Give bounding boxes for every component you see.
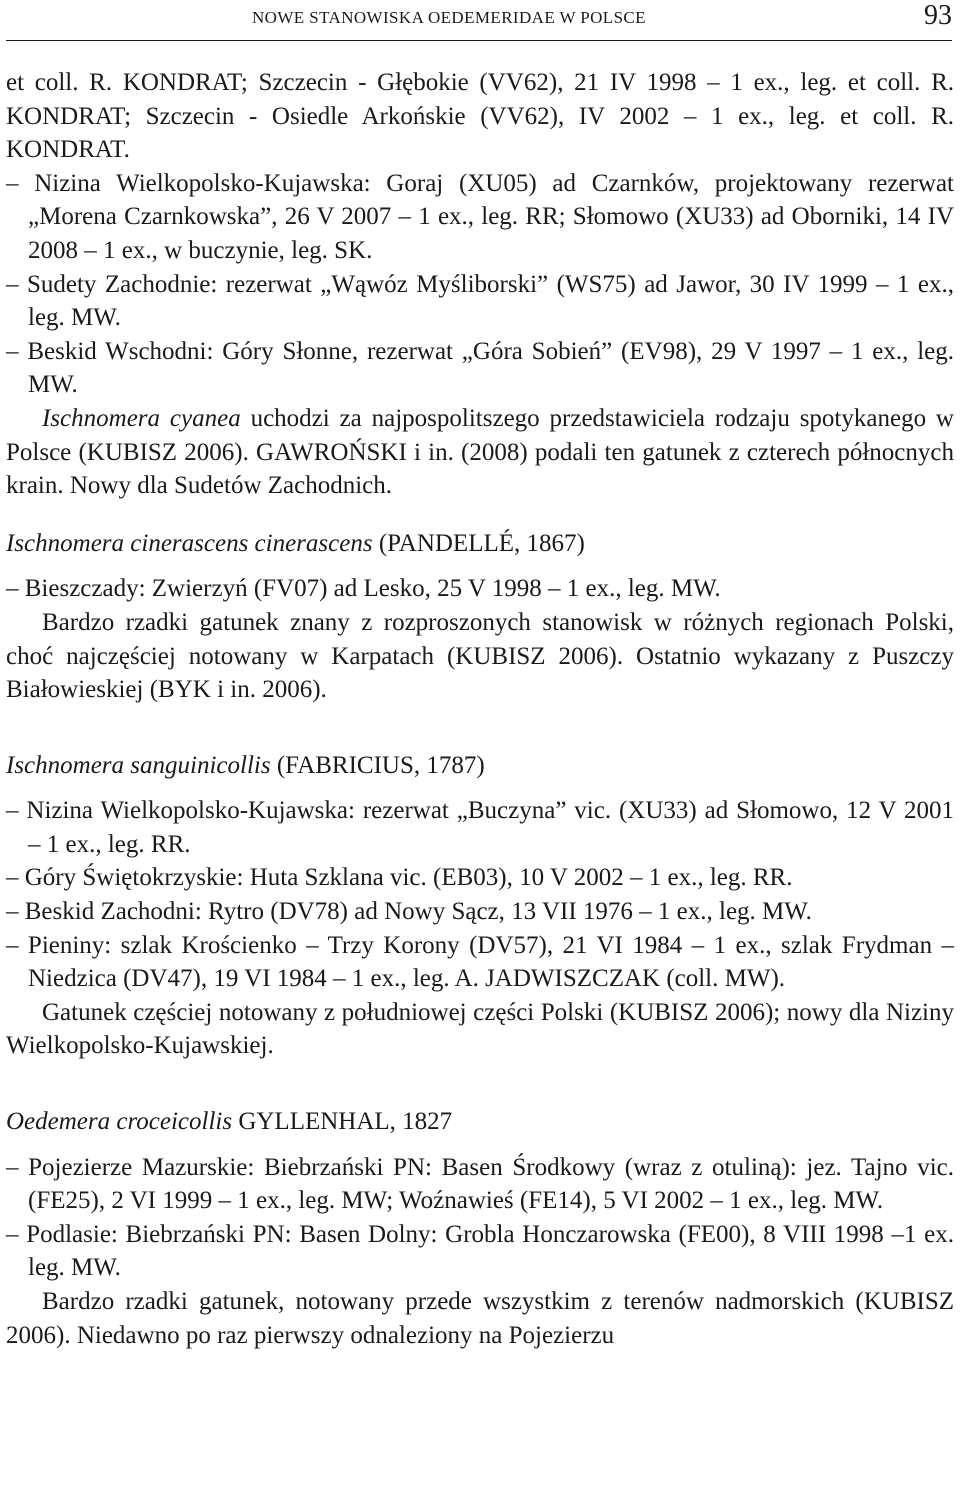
species-heading bbox=[6, 527, 954, 561]
running-title: NOWE STANOWISKA OEDEMERIDAE W POLSCE bbox=[252, 8, 646, 27]
species-name: Oedemera croceicollis bbox=[6, 1108, 233, 1136]
species-note-paragraph bbox=[6, 402, 954, 503]
species-name: Ischnomera sanguinicollis bbox=[6, 751, 271, 779]
record-paragraph: – Nizina Wielkopolsko-Kujawska: rezerwat „Buczyna” vic. (XU33) ad Słomowo, 12 V 2001 – 1 ex., leg. RR. bbox=[6, 797, 954, 858]
record-paragraph: – Sudety Zachodnie: rezerwat „Wąwóz Myśliborski” (WS75) ad Jawor, 30 IV 1999 – 1 ex., leg. MW. bbox=[6, 270, 954, 332]
record-paragraph: – Góry Świętokrzyskie: Huta Szklana vic. (EB03), 10 V 2002 – 1 ex., leg. RR. bbox=[6, 864, 793, 892]
record-paragraph: – Nizina Wielkopolsko-Kujawska: Goraj (XU05) ad Czarnków, projektowany rezerwat „Morena Czarnkowska”, 26 V 2007 – 1 ex., leg. RR; Słomowo (XU33) ad Oborniki, 14 IV 2008 – 1 ex., w buczynie, leg. SK. bbox=[6, 169, 954, 264]
note-text: uchodzi za najpospolitszego przedstawiciela rodzaju spotykanego w Polsce (KUBISZ 2006). GAWROŃSKI i in. (2008) podali ten gatunek z czterech północnych krain. Nowy dla Sudetów Zachodnich. bbox=[6, 404, 954, 500]
species-author: (PANDELLÉ, 1867) bbox=[378, 529, 585, 557]
record-paragraph: – Beskid Wschodni: Góry Słonne, rezerwat „Góra Sobień” (EV98), 29 V 1997 – 1 ex., leg. MW. bbox=[6, 337, 954, 399]
species-note-paragraph: Bardzo rzadki gatunek, notowany przede wszystkim z terenów nadmorskich (KUBISZ 2006). Niedawno po raz pierwszy odnaleziony na Pojezierzu bbox=[6, 1288, 954, 1349]
article-body bbox=[6, 66, 954, 1352]
record-paragraph: – Pieniny: szlak Krościenko – Trzy Korony (DV57), 21 VI 1984 – 1 ex., szlak Frydman – Niedzica (DV47), 19 VI 1984 – 1 ex., leg. A. JADWISZCZAK (coll. MW). bbox=[6, 931, 954, 993]
record-paragraph: – Pojezierze Mazurskie: Biebrzański PN: Basen Środkowy (wraz z otuliną): jez. Tajno vic. (FE25), 2 VI 1999 – 1 ex., leg. MW; Woźnawieś (FE14), 5 VI 2002 – 1 ex., leg. MW. bbox=[6, 1153, 954, 1215]
species-heading bbox=[6, 749, 954, 783]
record-paragraph: – Bieszczady: Zwierzyń (FV07) ad Lesko, 25 V 1998 – 1 ex., leg. MW. bbox=[6, 575, 721, 603]
page-number: 93 bbox=[924, 0, 952, 31]
record-paragraph: – Podlasie: Biebrzański PN: Basen Dolny: Grobla Honczarowska (FE00), 8 VIII 1998 –1 ex. leg. MW. bbox=[6, 1220, 954, 1282]
record-paragraph: et coll. R. KONDRAT; Szczecin - Głębokie (VV62), 21 IV 1998 – 1 ex., leg. et coll. R. KONDRAT; Szczecin - Osiedle Arkońskie (VV62), IV 2002 – 1 ex., leg. et coll. R. KONDRAT. bbox=[6, 69, 954, 164]
species-heading bbox=[6, 1105, 954, 1139]
species-name: Ischnomera cinerascens cinerascens bbox=[6, 529, 373, 557]
species-note-paragraph: Gatunek częściej notowany z południowej części Polski (KUBISZ 2006); nowy dla Niziny Wielkopolsko-Kujawskiej. bbox=[6, 998, 954, 1060]
species-author: (FABRICIUS, 1787) bbox=[276, 751, 485, 779]
species-name: Ischnomera cyanea bbox=[42, 404, 241, 432]
species-author: GYLLENHAL, 1827 bbox=[238, 1108, 453, 1136]
species-note-paragraph: Bardzo rzadki gatunek znany z rozproszonych stanowisk w różnych regionach Polski, choć najczęściej notowany w Karpatach (KUBISZ 2006). Ostatnio wykazany z Puszczy Białowieskiej (BYK i in. 2006). bbox=[6, 608, 954, 704]
record-paragraph: – Beskid Zachodni: Rytro (DV78) ad Nowy Sącz, 13 VII 1976 – 1 ex., leg. MW. bbox=[6, 898, 812, 926]
page-header bbox=[6, 0, 952, 41]
